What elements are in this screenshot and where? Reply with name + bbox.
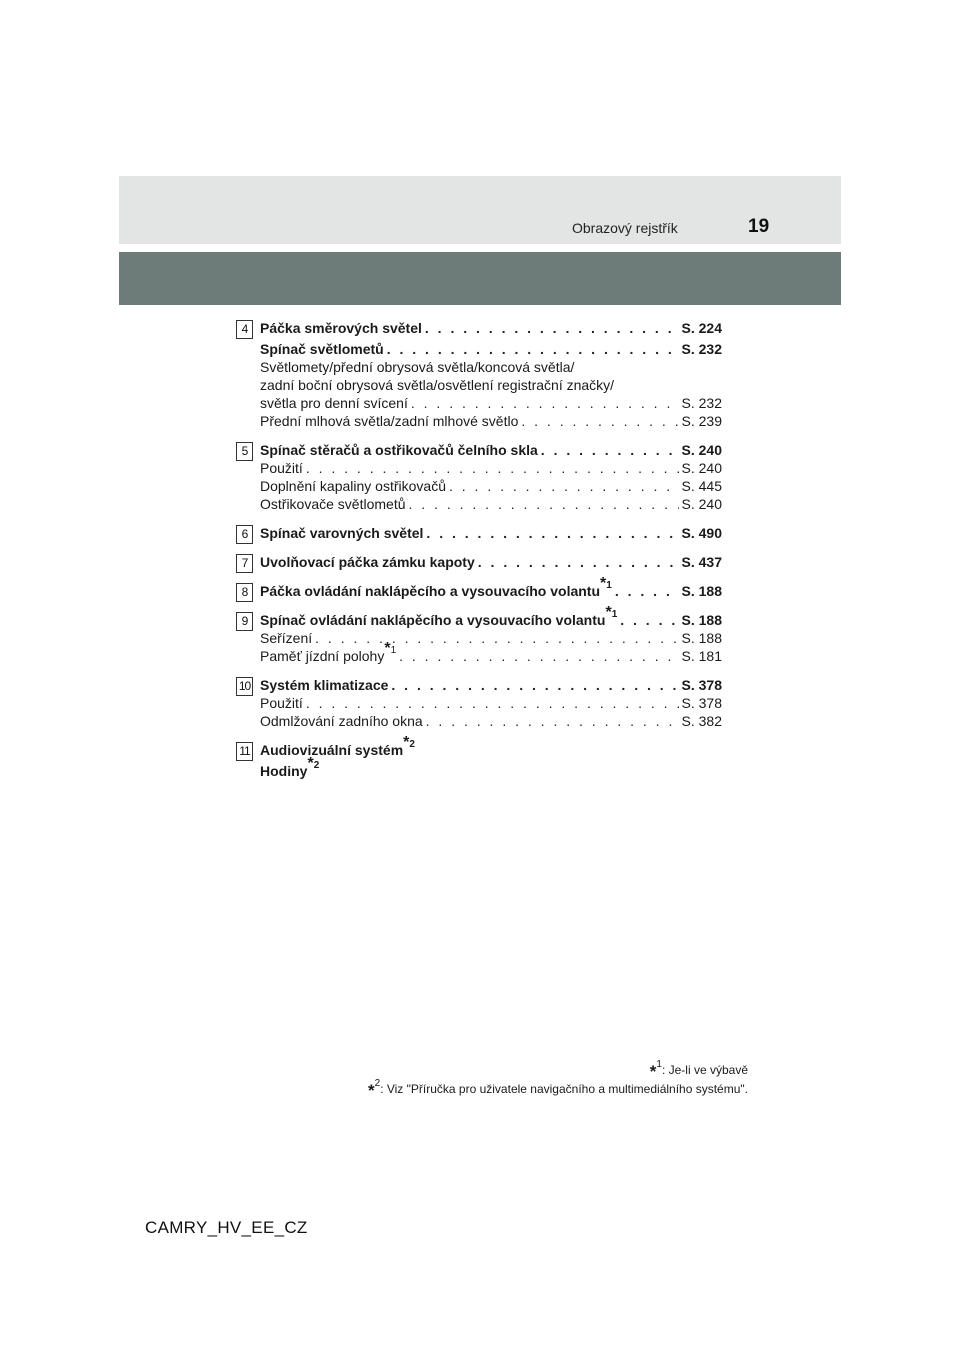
page-reference: S. 378 bbox=[681, 677, 722, 693]
section-entries bbox=[260, 673, 722, 730]
footnote-text: : Je-li ve výbavě bbox=[661, 1063, 748, 1077]
section-number-marker: 5 bbox=[236, 442, 253, 461]
page-reference: S. 378 bbox=[681, 695, 722, 711]
entry-label bbox=[260, 694, 303, 712]
index-entry bbox=[260, 459, 722, 477]
page-reference: S. 188 bbox=[681, 612, 722, 628]
section-number-marker: 6 bbox=[236, 525, 253, 544]
dot-leader bbox=[478, 553, 679, 571]
entry-label bbox=[260, 553, 475, 571]
page-reference: S. 232 bbox=[681, 395, 722, 411]
dot-leader bbox=[425, 319, 679, 337]
section-entries bbox=[260, 550, 722, 571]
index-entry bbox=[260, 629, 722, 647]
entry-label-text: Odmlžování zadního okna bbox=[260, 713, 423, 729]
entry-label bbox=[260, 319, 422, 337]
index-entry bbox=[260, 412, 722, 430]
page-reference: S. 232 bbox=[681, 341, 722, 357]
entry-label-text: Systém klimatizace bbox=[260, 677, 389, 693]
entry-label-text: Použití bbox=[260, 460, 303, 476]
page-reference: S. 240 bbox=[681, 442, 722, 458]
index-entry bbox=[260, 550, 722, 571]
entry-label-text: Použití bbox=[260, 695, 303, 711]
footnote-star: * bbox=[307, 755, 314, 773]
entry-label bbox=[260, 712, 423, 730]
section-entries bbox=[260, 316, 722, 430]
footnote-reference-number: 1 bbox=[606, 580, 612, 592]
entry-label bbox=[260, 495, 406, 513]
index-section bbox=[236, 673, 722, 730]
footnote bbox=[368, 1079, 748, 1098]
index-entry bbox=[260, 337, 722, 358]
index-entry bbox=[260, 438, 722, 459]
footnote-reference bbox=[600, 575, 612, 593]
footnotes bbox=[368, 1060, 748, 1098]
dot-leader bbox=[306, 694, 679, 712]
index-section bbox=[236, 575, 722, 600]
entry-label bbox=[260, 477, 446, 495]
entry-label-text: Spínač ovládání naklápěcího a vysouvacího volantu bbox=[260, 612, 606, 628]
index-entry bbox=[260, 575, 722, 600]
index-section bbox=[236, 550, 722, 571]
section-number-marker: 9 bbox=[236, 612, 253, 631]
dot-leader bbox=[615, 582, 679, 600]
dot-leader bbox=[541, 441, 679, 459]
index-section bbox=[236, 604, 722, 665]
entry-label bbox=[260, 575, 612, 600]
entry-label bbox=[260, 629, 312, 647]
entry-label-text: Přední mlhová světla/zadní mlhové světlo bbox=[260, 413, 519, 429]
footnote-reference-number: 1 bbox=[611, 609, 618, 621]
index-entry bbox=[260, 734, 722, 759]
entry-text-line: Světlomety/přední obrysová světla/koncová světla/ bbox=[260, 359, 575, 375]
section-number-marker: 7 bbox=[236, 554, 253, 573]
entry-label bbox=[260, 676, 388, 694]
entry-label bbox=[260, 394, 408, 412]
dot-leader bbox=[426, 712, 679, 730]
header-band bbox=[119, 176, 841, 244]
entry-label bbox=[260, 459, 303, 477]
dot-leader bbox=[426, 524, 678, 542]
index-entry bbox=[260, 604, 722, 629]
index-entry bbox=[260, 521, 722, 542]
section-number-marker: 10 bbox=[236, 677, 253, 696]
header-bar bbox=[119, 252, 841, 305]
entry-label-text: Hodiny bbox=[260, 763, 308, 779]
entry-label bbox=[260, 412, 518, 430]
index-entry bbox=[260, 477, 722, 495]
index-entry bbox=[260, 673, 722, 694]
footnote-star: * bbox=[605, 604, 612, 622]
section-entries bbox=[260, 575, 722, 600]
section-number-marker: 11 bbox=[236, 742, 253, 761]
entry-label bbox=[260, 640, 397, 665]
entry-label bbox=[260, 755, 320, 780]
section-entries bbox=[260, 521, 722, 542]
entry-label bbox=[260, 734, 415, 759]
footnote-reference-number: 2 bbox=[409, 739, 415, 751]
entry-label-text: Doplnění kapaliny ostřikovačů bbox=[260, 478, 446, 494]
index-entry bbox=[260, 755, 722, 780]
page-reference: S. 240 bbox=[681, 460, 722, 476]
index-section bbox=[236, 316, 722, 430]
footnote-mark: 1 bbox=[656, 1059, 662, 1070]
page-reference: S. 382 bbox=[681, 713, 722, 729]
section-entries bbox=[260, 438, 722, 513]
footnote bbox=[368, 1060, 748, 1079]
dot-leader bbox=[411, 394, 679, 412]
dot-leader bbox=[409, 495, 679, 513]
page-reference: S. 224 bbox=[681, 320, 722, 336]
entry-label-text: Audiovizuální systém bbox=[260, 742, 404, 758]
entry-label bbox=[260, 340, 384, 358]
page-reference: S. 181 bbox=[681, 648, 722, 664]
entry-label-text: Spínač varovných světel bbox=[260, 525, 424, 541]
section-entries bbox=[260, 604, 722, 665]
document-code: CAMRY_HV_EE_CZ bbox=[145, 1218, 308, 1237]
dot-leader bbox=[315, 629, 678, 647]
footnote-star: * bbox=[368, 1081, 375, 1100]
index-section bbox=[236, 438, 722, 513]
page-number: 19 bbox=[748, 216, 770, 237]
section-entries bbox=[260, 734, 722, 780]
index-entry bbox=[260, 495, 722, 513]
entry-label bbox=[260, 524, 423, 542]
index-section bbox=[236, 734, 722, 780]
footnote-reference bbox=[384, 640, 397, 658]
entry-label-text: Páčka ovládání naklápěcího a vysouvacího volantu bbox=[260, 583, 601, 599]
entry-label bbox=[260, 441, 538, 459]
index-entry bbox=[260, 694, 722, 712]
entry-label bbox=[260, 604, 618, 629]
dot-leader bbox=[391, 676, 678, 694]
footnote-reference-number: 2 bbox=[313, 760, 320, 772]
dot-leader bbox=[620, 611, 678, 629]
footnote-star: * bbox=[600, 575, 607, 593]
page-title: Obrazový rejstřík bbox=[572, 220, 678, 236]
dot-leader bbox=[306, 459, 679, 477]
index-entry bbox=[260, 394, 722, 412]
page-reference: S. 239 bbox=[681, 413, 722, 429]
entry-label-text: Ostřikovače světlometů bbox=[260, 496, 406, 512]
footnote-mark: 2 bbox=[374, 1078, 381, 1089]
dot-leader bbox=[521, 412, 678, 430]
entry-label-text: Uvolňovací páčka zámku kapoty bbox=[260, 554, 475, 570]
index-list bbox=[236, 316, 722, 788]
page-reference: S. 188 bbox=[681, 583, 722, 599]
entry-label-text: Spínač světlometů bbox=[260, 341, 384, 357]
index-entry bbox=[260, 640, 722, 665]
page-reference: S. 445 bbox=[681, 478, 722, 494]
page-reference: S. 490 bbox=[681, 525, 722, 541]
dot-leader bbox=[399, 647, 678, 665]
footnote-reference bbox=[403, 734, 415, 752]
footnote-star: * bbox=[403, 734, 410, 752]
page-reference: S. 240 bbox=[681, 496, 722, 512]
footnote-reference bbox=[307, 755, 320, 773]
entry-label-text: Seřízení bbox=[260, 630, 313, 646]
entry-label-text: Paměť jízdní polohy bbox=[260, 648, 385, 664]
entry-text-line: zadní boční obrysová světla/osvětlení registrační značky/ bbox=[260, 377, 615, 393]
footnote-reference-number: 1 bbox=[390, 645, 397, 657]
page-reference: S. 188 bbox=[681, 630, 722, 646]
dot-leader bbox=[449, 477, 679, 495]
footnote-star: * bbox=[384, 640, 391, 658]
index-section bbox=[236, 521, 722, 542]
entry-label-text: světla pro denní svícení bbox=[260, 395, 408, 411]
footnote-reference bbox=[605, 604, 618, 622]
entry-label-text: Páčka směrových světel bbox=[260, 320, 422, 336]
section-number-marker: 8 bbox=[236, 583, 253, 602]
footnote-star: * bbox=[649, 1062, 657, 1081]
index-entry bbox=[260, 712, 722, 730]
section-number-marker: 4 bbox=[236, 320, 253, 339]
dot-leader bbox=[387, 340, 679, 358]
page-reference: S. 437 bbox=[681, 554, 722, 570]
footnote-text: : Viz "Příručka pro uživatele navigačního a multimediálního systému". bbox=[380, 1082, 748, 1096]
entry-label-text: Spínač stěračů a ostřikovačů čelního skla bbox=[260, 442, 538, 458]
index-entry bbox=[260, 316, 722, 337]
